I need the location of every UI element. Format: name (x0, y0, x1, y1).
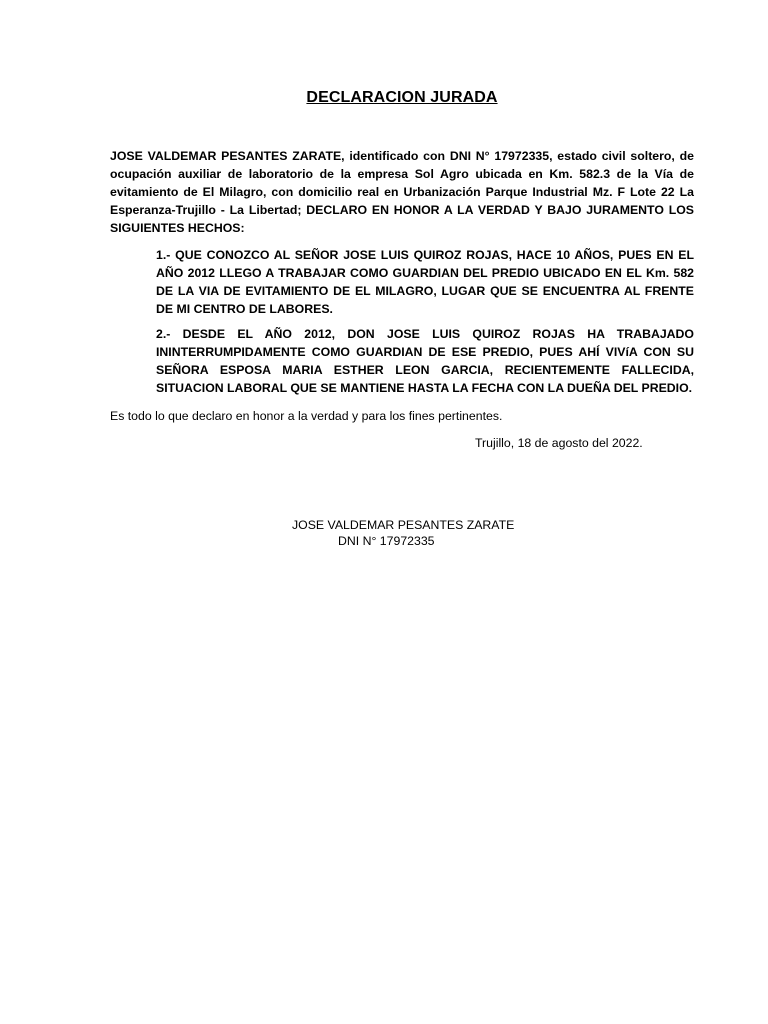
document-title: DECLARACION JURADA (306, 89, 498, 106)
declaration-item-2: 2.- DESDE EL AÑO 2012, DON JOSE LUIS QUIROZ ROJAS HA TRABAJADO ININTERRUMPIDAMENTE COMO GUARDIAN DE ESE PREDIO, PUES AHÍ VIVíA CON SU SEÑORA ESPOSA MARIA ESTHER LEON GARCIA, RECIENTEMENTE FALLECIDA, SITUACION LABORAL QUE SE MANTIENE HASTA LA FECHA CON LA DUEÑA DEL PREDIO. (156, 327, 694, 395)
signature-name: JOSE VALDEMAR PESANTES ZARATE (292, 518, 515, 532)
intro-paragraph: JOSE VALDEMAR PESANTES ZARATE, identificado con DNI N° 17972335, estado civil soltero, de ocupación auxiliar de laboratorio de la empresa Sol Agro ubicada en Km. 582.3 de la Vía de evitamiento de El Milagro, con domicilio real en Urbanización Parque Industrial Mz. F Lote 22 La Esperanza-Trujillo - La Libertad; DECLARO EN HONOR A LA VERDAD Y BAJO JURAMENTO LOS SIGUIENTES HECHOS: (110, 149, 694, 235)
place-and-date: Trujillo, 18 de agosto del 2022. (475, 436, 643, 450)
declaration-item-1: 1.- QUE CONOZCO AL SEÑOR JOSE LUIS QUIROZ ROJAS, HACE 10 AÑOS, PUES EN EL AÑO 2012 LLEGO A TRABAJAR COMO GUARDIAN DEL PREDIO UBICADO EN EL Km. 582 DE LA VIA DE EVITAMIENTO DE EL MILAGRO, LUGAR QUE SE ENCUENTRA AL FRENTE DE MI CENTRO DE LABORES. (156, 248, 694, 316)
signature-id: DNI N° 17972335 (338, 534, 435, 548)
closing-statement: Es todo lo que declaro en honor a la verdad y para los fines pertinentes. (110, 409, 503, 423)
